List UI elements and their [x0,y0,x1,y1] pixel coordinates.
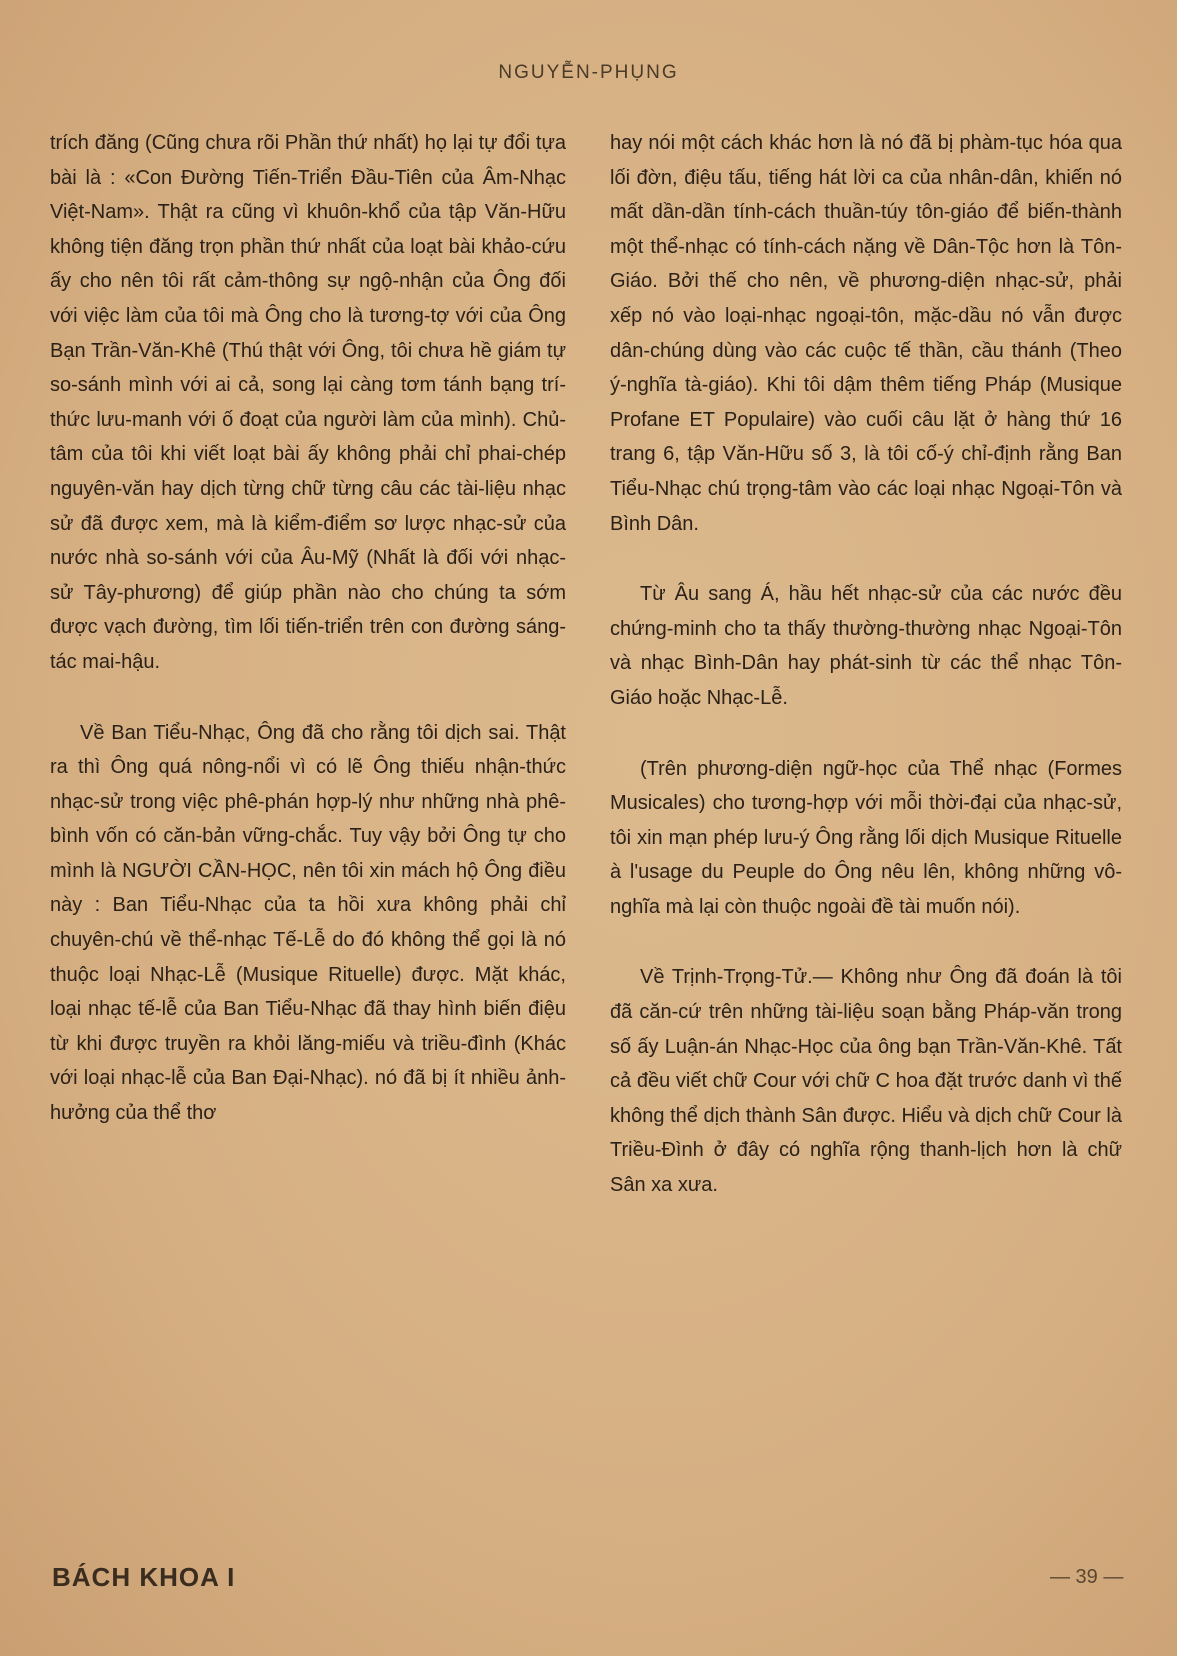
page-number: — 39 — [1050,1566,1124,1588]
right-paragraph-2: Từ Âu sang Á, hầu hết nhạc-sử của các nước đều chứng-minh cho ta thấy thường-thường nhạc Ngoại-Tôn và nhạc Bình-Dân hay phát-sinh từ các thể nhạc Tôn-Giáo hoặc Nhạc-Lễ. [610,583,1122,709]
right-paragraph-1: hay nói một cách khác hơn là nó đã bị phàm-tục hóa qua lối đờn, điệu tấu, tiếng hát lời ca của nhân-dân, khiến nó mất dần-dần tính-cách thuần-túy tôn-giáo để biến-thành một thể-nhạc có tính-cách nặng về Dân-Tộc hơn là Tôn-Giáo. Bởi thế cho nên, về phương-diện nhạc-sử, phải xếp nó vào loại-nhạc ngoại-tôn, mặc-dầu nó vẫn được dân-chúng dùng vào các cuộc tế thần, cầu thánh (Theo ý-nghĩa tà-giáo). Khi tôi dậm thêm tiếng Pháp (Musique Profane ET Populaire) vào cuối câu lặt ở hàng thứ 16 trang 6, tập Văn-Hữu số 3, là tôi cố-ý chỉ-định rằng Ban Tiểu-Nhạc chú trọng-tâm vào các loại nhạc Ngoại-Tôn và Bình Dân. [610,132,1122,535]
left-column [50,126,566,1131]
right-column [610,126,1122,1203]
footer-publication-label: BÁCH KHOA I [52,1562,236,1592]
right-paragraph-4: Về Trịnh-Trọng-Tử.— Không như Ông đã đoán là tôi đã căn-cứ trên những tài-liệu soạn bằng Pháp-văn trong số ấy Luận-án Nhạc-Học của ông bạn Trần-Văn-Khê. Tất cả đều viết chữ Cour với chữ C hoa đặt trước danh vì thế không thể dịch thành Sân được. Hiểu và dịch chữ Cour là Triều-Đình ở đây có nghĩa rộng thanh-lịch hơn là chữ Sân xa xưa. [610,966,1122,1197]
running-title: NGUYỄN-PHỤNG [498,62,679,83]
right-paragraph-3: (Trên phương-diện ngữ-học của Thể nhạc (Formes Musicales) cho tương-hợp với mỗi thời-đại của nhạc-sử, tôi xin mạn phép lưu-ý Ông rằng lối dịch Musique Rituelle à l'usage du Peuple do Ông nêu lên, không những vô-nghĩa mà lại còn thuộc ngoài đề tài muốn nói). [610,757,1122,918]
left-paragraph-2: Về Ban Tiểu-Nhạc, Ông đã cho rằng tôi dịch sai. Thật ra thì Ông quá nông-nổi vì có lẽ Ông thiếu nhận-thức nhạc-sử trong việc phê-phán hợp-lý như những nhà phê-bình vốn có căn-bản vững-chắc. Tuy vậy bởi Ông tự cho mình là NGƯỜI CẦN-HỌC, nên tôi xin mách hộ Ông điều này : Ban Tiểu-Nhạc của ta hồi xưa không phải chỉ chuyên-chú về thể-nhạc Tế-Lễ do đó không thể gọi là nó thuộc loại Nhạc-Lễ (Musique Rituelle) được. Mặt khác, loại nhạc tế-lễ của Ban Tiểu-Nhạc đã thay hình biến điệu từ khi được truyền ra khỏi lăng-miếu và triều-đình (Khác với loại nhạc-lễ của Ban Đại-Nhạc). nó đã bị ít nhiều ảnh-hưởng của thể thơ [50,721,566,1125]
left-paragraph-1: trích đăng (Cũng chưa rõi Phần thứ nhất) họ lại tự đổi tựa bài là : «Con Đường Tiến-Triển Đầu-Tiên của Âm-Nhạc Việt-Nam». Thật ra cũng vì khuôn-khổ của tập Văn-Hữu không tiện đăng trọn phần thứ nhất của loạt bài khảo-cứu ấy cho nên tôi rất cảm-thông sự ngộ-nhận của Ông đối với việc làm của tôi mà Ông cho là tương-tợ với của Ông Bạn Trần-Văn-Khê (Thú thật với Ông, tôi chưa hề giám tự so-sánh mình với ai cả, song lại càng tơm tánh bạng trí-thức lưu-manh với ố đoạt của người làm của mình). Chủ-tâm của tôi khi viết loạt bài ấy không phải chỉ phai-chép nguyên-văn hay dịch từng chữ từng câu các tài-liệu nhạc sử đã được xem, mà là kiểm-điểm sơ lược nhạc-sử của nước nhà so-sánh với của Âu-Mỹ (Nhất là đối với nhạc-sử Tây-phương) để giúp phần nào cho chúng ta sớm được vạch đường, tìm lối tiến-triển trên con đường sáng-tác mai-hậu. [50,132,566,673]
